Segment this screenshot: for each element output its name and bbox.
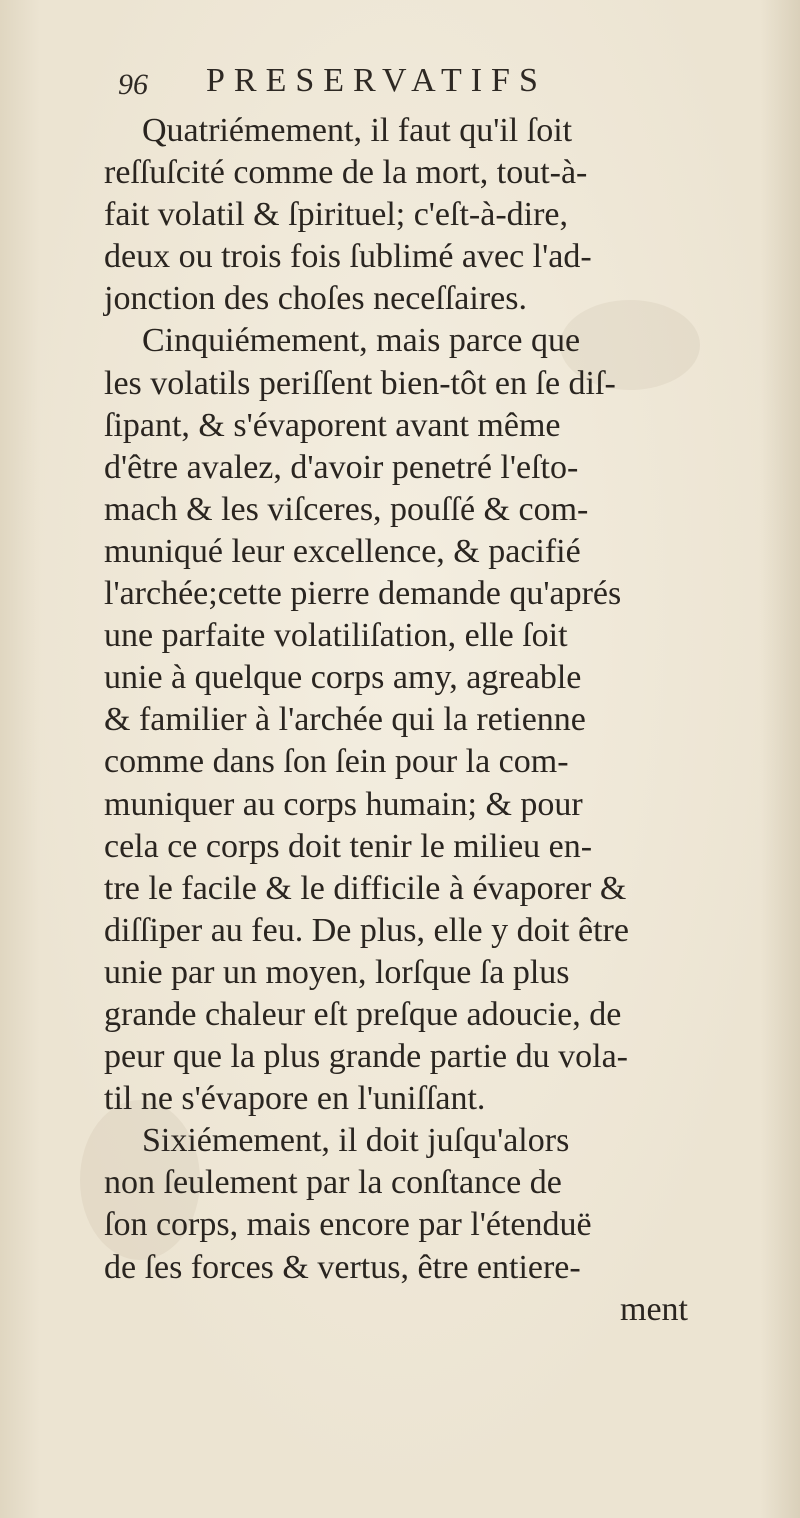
text-line: peur que la plus grande partie du vola-	[104, 1038, 628, 1076]
text-line: mach & les viſceres, pouſſé & com-	[104, 490, 589, 528]
text-line: ſon corps, mais encore par l'étenduë	[104, 1206, 592, 1244]
text-line: Sixiémement, il doit juſqu'alors	[142, 1122, 570, 1160]
running-head: PRESERVATIFS	[206, 62, 547, 99]
text-line: Quatriémement, il faut qu'il ſoit	[142, 112, 573, 149]
catchword: ment	[620, 1290, 688, 1328]
text-line: deux ou trois fois ſublimé avec l'ad-	[104, 238, 592, 276]
text-line: muniqué leur excellence, & pacifié	[104, 532, 581, 570]
text-line: les volatils periſſent bien-tôt en ſe diſ-	[104, 364, 616, 402]
text-line: l'archée;cette pierre demande qu'aprés	[104, 575, 622, 613]
text-line: unie par un moyen, lorſque ſa plus	[104, 953, 570, 991]
text-line: Cinquiémement, mais parce que	[142, 322, 581, 360]
body-text	[104, 110, 788, 1331]
text-line: til ne s'évapore en l'uniſſant.	[104, 1080, 486, 1118]
text-line: ſipant, & s'évaporent avant même	[104, 406, 561, 444]
text-line: de ſes forces & vertus, être entiere-	[104, 1248, 581, 1286]
text-line: unie à quelque corps amy, agreable	[104, 659, 582, 697]
text-line: une parfaite volatiliſation, elle ſoit	[104, 617, 568, 655]
text-line: tre le facile & le difficile à évaporer &	[104, 869, 627, 907]
text-line: fait volatil & ſpirituel; c'eſt-à-dire,	[104, 196, 569, 234]
page-number: 96	[118, 68, 148, 101]
text-line: reſſuſcité comme de la mort, tout-à-	[104, 154, 588, 192]
text-line: cela ce corps doit tenir le milieu en-	[104, 827, 593, 865]
text-line: comme dans ſon ſein pour la com-	[104, 743, 569, 781]
text-line: non ſeulement par la conſtance de	[104, 1164, 562, 1202]
text-line: grande chaleur eſt preſque adoucie, de	[104, 995, 622, 1033]
text-line: d'être avalez, d'avoir penetré l'eſto-	[104, 448, 579, 486]
page-header	[118, 62, 678, 112]
text-line: diſſiper au feu. De plus, elle y doit être	[104, 911, 629, 949]
text-line: muniquer au corps humain; & pour	[104, 785, 583, 823]
text-line: & familier à l'archée qui la retienne	[104, 701, 586, 739]
text-line: jonction des choſes neceſſaires.	[104, 280, 527, 318]
